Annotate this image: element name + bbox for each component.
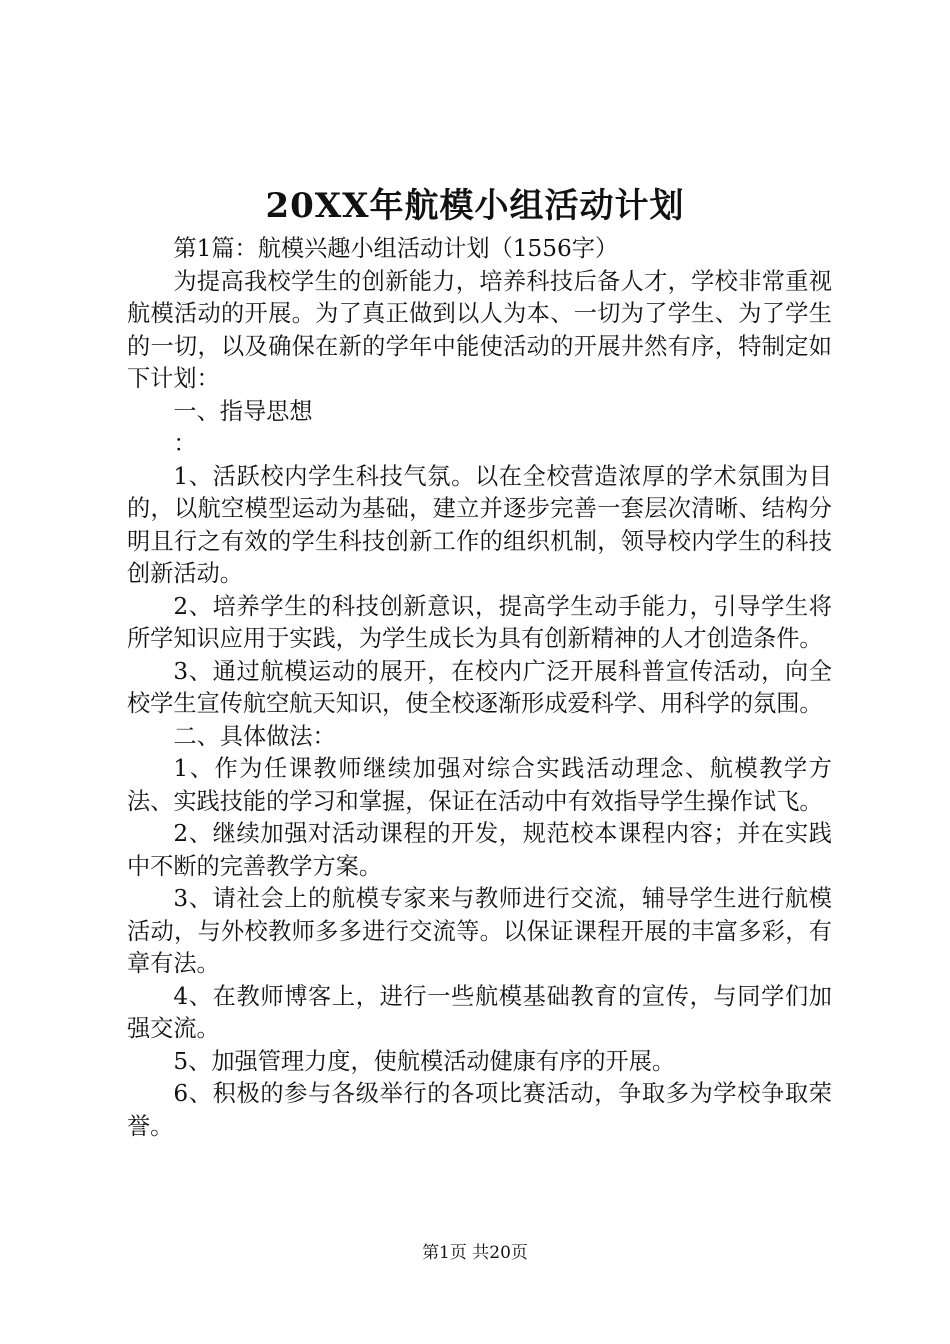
paragraph-guiding-3: 3、通过航模运动的展开，在校内广泛开展科普宣传活动，向全校学生宣传航空航天知识，使全校逐渐形成爱科学、用科学的氛围。 [127, 657, 832, 717]
paragraph-guiding-1: 1、活跃校内学生科技气氛。以在全校营造浓厚的学术氛围为目的，以航空模型运动为基础，建立并逐步完善一套层次清晰、结构分明且行之有效的学生科技创新工作的组织机制，领导校内学生的科技创新活动。 [127, 462, 832, 587]
paragraph-method-1: 1、作为任课教师继续加强对综合实践活动理念、航模教学方法、实践技能的学习和掌握，保证在活动中有效指导学生操作试飞。 [127, 755, 832, 815]
paragraph-method-5: 5、加强管理力度，使航模活动健康有序的开展。 [173, 1047, 676, 1075]
paragraph-colon: ： [173, 430, 197, 457]
paragraph-guiding-2: 2、培养学生的科技创新意识，提高学生动手能力，引导学生将所学知识应用于实践，为学生成长为具有创新精神的人才创造条件。 [127, 592, 832, 652]
page-footer: 第1页 共20页 [422, 1243, 528, 1263]
section-heading-part1: 第1篇：航模兴趣小组活动计划（1556字） [173, 235, 619, 262]
document-body [127, 233, 832, 1143]
paragraph-method-3: 3、请社会上的航模专家来与教师进行交流，辅导学生进行航模活动，与外校教师多多进行交流等。以保证课程开展的丰富多彩，有章有法。 [127, 885, 832, 977]
paragraph-method-2: 2、继续加强对活动课程的开发，规范校本课程内容；并在实践中不断的完善教学方案。 [127, 820, 832, 880]
paragraph-intro: 为提高我校学生的创新能力，培养科技后备人才，学校非常重视航模活动的开展。为了真正做到以人为本、一切为了学生、为了学生的一切，以及确保在新的学年中能使活动的开展井然有序，特制定如下计划： [127, 267, 832, 392]
paragraph-method-6: 6、积极的参与各级举行的各项比赛活动，争取多为学校争取荣誉。 [127, 1080, 832, 1140]
section-heading-guiding-thought: 一、指导思想 [173, 397, 313, 425]
document-title: 20XX年航模小组活动计划 [265, 186, 685, 226]
section-heading-methods: 二、具体做法： [173, 722, 336, 750]
paragraph-method-4: 4、在教师博客上，进行一些航模基础教育的宣传，与同学们加强交流。 [127, 982, 832, 1042]
